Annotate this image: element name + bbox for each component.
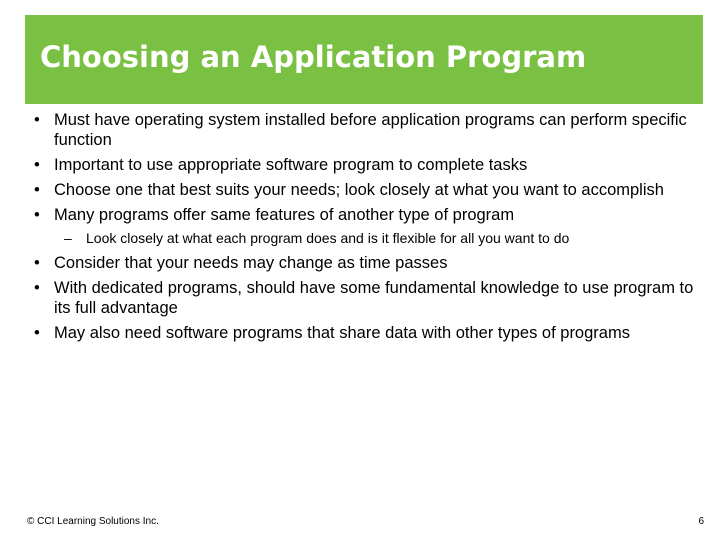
sub-bullet-item <box>30 229 700 247</box>
bullet-text: Important to use appropriate software program to complete tasks <box>54 156 528 174</box>
bullet-marker: • <box>34 111 40 129</box>
bullet-item <box>30 323 700 343</box>
bullet-item <box>30 110 700 150</box>
sub-bullet-text: Look closely at what each program does and is it flexible for all you want to do <box>86 230 570 246</box>
title-bar <box>25 15 703 104</box>
bullet-text: Choose one that best suits your needs; look closely at what you want to accomplish <box>54 181 664 199</box>
slide-title: Choosing an Application Program <box>40 40 587 74</box>
bullet-item <box>30 180 700 200</box>
footer-copyright: © CCI Learning Solutions Inc. <box>27 516 159 527</box>
slide-content <box>30 110 700 348</box>
bullet-item <box>30 155 700 175</box>
bullet-item <box>30 278 700 318</box>
bullet-text: With dedicated programs, should have some fundamental knowledge to use program to its full advantage <box>54 279 694 317</box>
bullet-marker: • <box>34 181 40 199</box>
bullet-marker: • <box>34 156 40 174</box>
bullet-item <box>30 205 700 225</box>
bullet-text: Must have operating system installed before application programs can perform specific function <box>54 111 687 149</box>
bullet-item <box>30 253 700 273</box>
bullet-marker: • <box>34 206 40 224</box>
page-number: 6 <box>698 516 704 527</box>
bullet-text: Many programs offer same features of another type of program <box>54 206 515 224</box>
bullet-marker: • <box>34 279 40 297</box>
sub-bullet-marker: – <box>64 230 72 246</box>
bullet-text: Consider that your needs may change as time passes <box>54 254 448 272</box>
bullet-marker: • <box>34 254 40 272</box>
bullet-marker: • <box>34 324 40 342</box>
bullet-text: May also need software programs that share data with other types of programs <box>54 324 630 342</box>
